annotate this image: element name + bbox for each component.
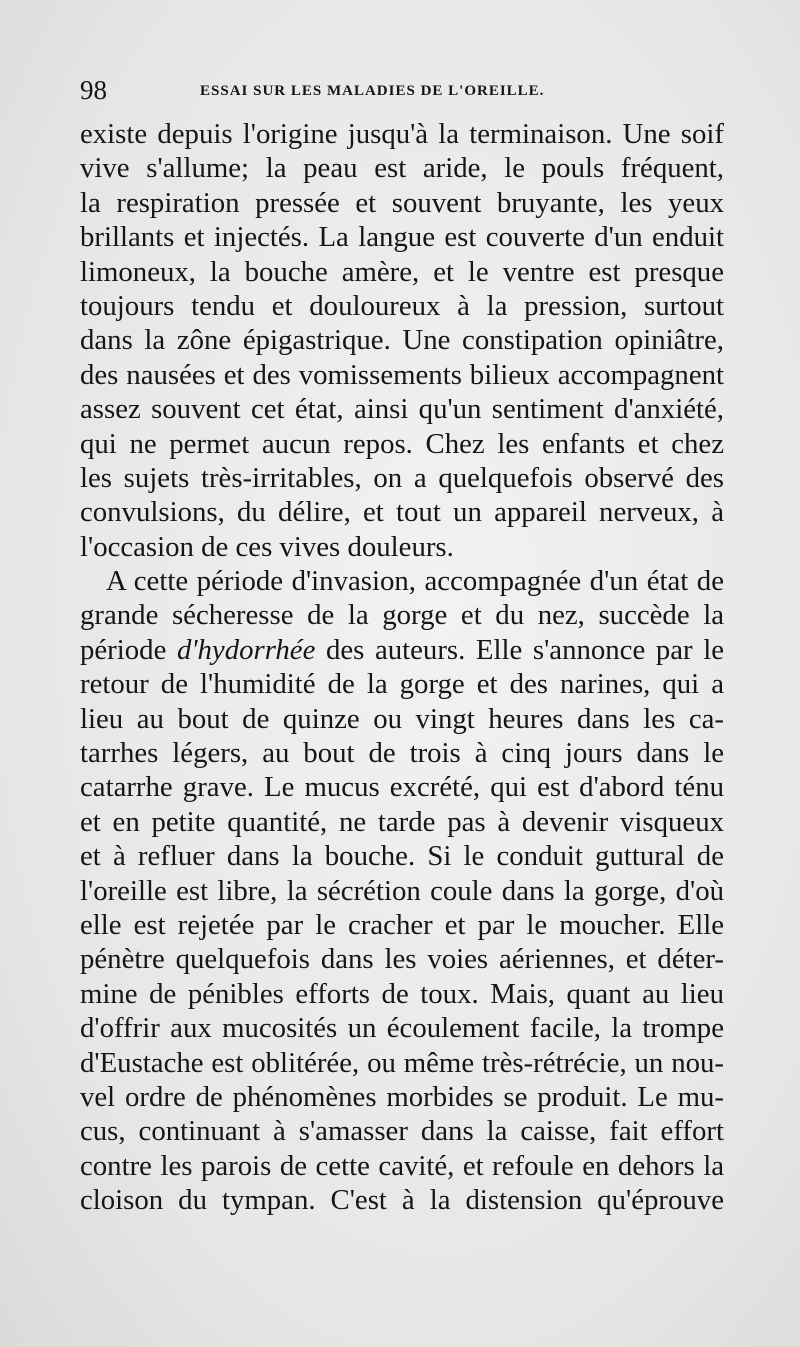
text-line: limoneux, la bouche amère, et le ventre est presque: [80, 255, 724, 288]
text-line: catarrhe grave. Le mucus excrété, qui est d'abord ténu: [80, 771, 724, 804]
text-line: l'oreille est libre, la sécrétion coule dans la gorge, d'où: [80, 874, 724, 907]
text-line: brillants et injectés. La langue est couverte d'un enduit: [80, 221, 724, 254]
text-line: vive s'allume; la peau est aride, le pouls fréquent,: [80, 152, 724, 185]
text-segment: des auteurs. Elle s'annonce par le: [315, 633, 724, 666]
running-head: ESSAI SUR LES MALADIES DE L'OREILLE.: [200, 83, 545, 99]
text-line: mine de pénibles efforts de toux. Mais, quant au lieu: [80, 977, 724, 1010]
text-line: qui ne permet aucun repos. Chez les enfants et chez: [80, 427, 724, 460]
text-line: assez souvent cet état, ainsi qu'un sentiment d'anxiété,: [80, 393, 724, 426]
text-segment: période: [80, 633, 177, 666]
text-line: cloison du tympan. C'est à la distension qu'éprouve: [80, 1184, 724, 1217]
text-line: d'offrir aux mucosités un écoulement facile, la trompe: [80, 1012, 724, 1045]
text-line: elle est rejetée par le cracher et par le moucher. Elle: [80, 908, 724, 941]
text-line: des nausées et des vomissements bilieux accompagnent: [80, 358, 724, 391]
text-line: A cette période d'invasion, accompagnée d'un état de: [106, 565, 724, 598]
italic-term: d'hydorrhée: [176, 633, 316, 666]
text-line: lieu au bout de quinze ou vingt heures dans les ca-: [80, 702, 724, 735]
text-line: et à refluer dans la bouche. Si le conduit guttural de: [80, 840, 724, 873]
page-header: [80, 72, 740, 108]
text-line: vel ordre de phénomènes morbides se produit. Le mu-: [80, 1080, 724, 1113]
text-line: pénètre quelquefois dans les voies aériennes, et déter-: [80, 943, 724, 976]
page-number: 98: [80, 75, 107, 105]
text-line: dans la zône épigastrique. Une constipation opiniâtre,: [80, 324, 724, 357]
text-line: contre les parois de cette cavité, et refoule en dehors la: [80, 1149, 724, 1182]
text-line: cus, continuant à s'amasser dans la caisse, fait effort: [80, 1115, 724, 1148]
text-line: d'Eustache est oblitérée, ou même très-rétrécie, un nou-: [80, 1046, 724, 1079]
body-text: [80, 117, 724, 1218]
text-line: convulsions, du délire, et tout un appareil nerveux, à: [80, 496, 724, 529]
text-line-mixed: [80, 633, 724, 667]
text-line: existe depuis l'origine jusqu'à la terminaison. Une soif: [80, 118, 724, 150]
text-line: les sujets très-irritables, on a quelquefois observé des: [80, 461, 724, 494]
text-line: et en petite quantité, ne tarde pas à devenir visqueux: [80, 805, 724, 838]
text-line: retour de l'humidité de la gorge et des narines, qui a: [80, 668, 724, 701]
text-line: l'occasion de ces vives douleurs.: [80, 530, 454, 563]
text-line: tarrhes légers, au bout de trois à cinq jours dans le: [80, 737, 724, 770]
text-line: toujours tendu et douloureux à la pression, surtout: [80, 289, 724, 322]
text-line: la respiration pressée et souvent bruyante, les yeux: [80, 186, 724, 219]
text-line: grande sécheresse de la gorge et du nez, succède la: [80, 599, 724, 632]
